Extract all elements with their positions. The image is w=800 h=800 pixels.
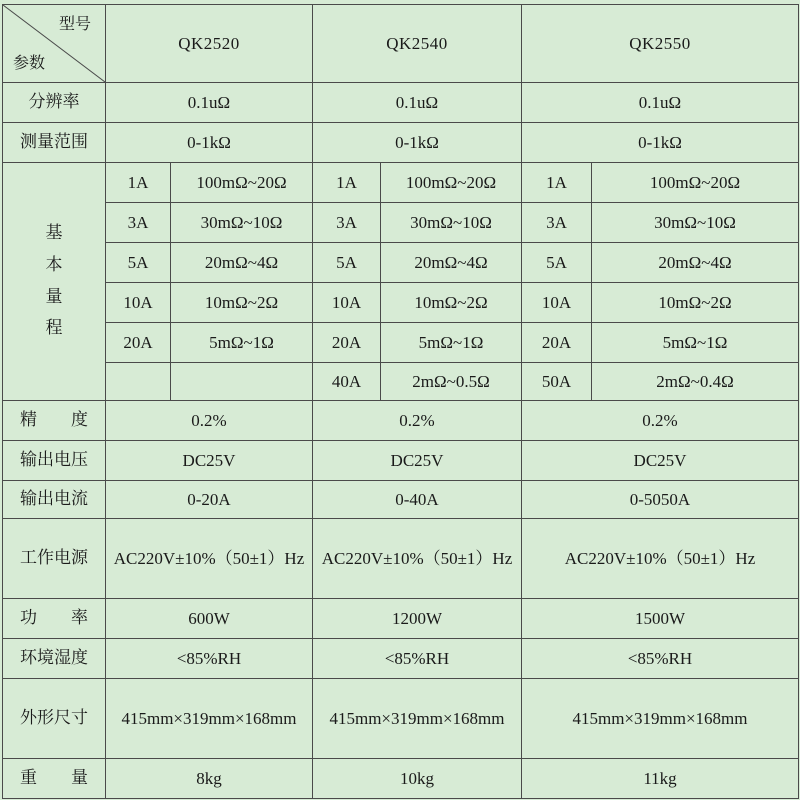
value-output-current-2: 0-40A — [313, 481, 522, 519]
range-cell: 20mΩ~4Ω — [171, 243, 313, 283]
current-cell: 3A — [106, 203, 171, 243]
current-cell: 1A — [106, 163, 171, 203]
current-cell: 10A — [313, 283, 381, 323]
value-power-supply-1: AC220V±10%（50±1）Hz — [106, 519, 313, 599]
range-cell: 10mΩ~2Ω — [592, 283, 799, 323]
row-humidity — [3, 639, 799, 679]
label-basic-range — [3, 163, 106, 401]
model-header-1: QK2520 — [106, 5, 313, 83]
row-output-current — [3, 481, 799, 519]
range-cell: 10mΩ~2Ω — [381, 283, 522, 323]
label-dimensions: 外形尺寸 — [3, 679, 106, 759]
row-output-voltage — [3, 441, 799, 481]
label-accuracy-char: 度 — [71, 409, 88, 430]
current-cell: 1A — [313, 163, 381, 203]
label-basic-range-char: 本 — [45, 254, 63, 275]
range-cell: 100mΩ~20Ω — [381, 163, 522, 203]
label-power-char: 功 — [20, 607, 37, 628]
range-cell: 100mΩ~20Ω — [171, 163, 313, 203]
label-power — [3, 599, 106, 639]
value-humidity-3: <85%RH — [522, 639, 799, 679]
current-cell: 10A — [106, 283, 171, 323]
value-output-voltage-3: DC25V — [522, 441, 799, 481]
value-accuracy-3: 0.2% — [522, 401, 799, 441]
range-cell: 2mΩ~0.5Ω — [381, 363, 522, 401]
model-header-3: QK2550 — [522, 5, 799, 83]
label-basic-range-char: 基 — [45, 223, 63, 244]
current-cell: 5A — [522, 243, 592, 283]
value-accuracy-1: 0.2% — [106, 401, 313, 441]
value-resolution-3: 0.1uΩ — [522, 83, 799, 123]
row-power-supply — [3, 519, 799, 599]
value-weight-2: 10kg — [313, 759, 522, 799]
range-cell: 30mΩ~10Ω — [592, 203, 799, 243]
row-basic-range — [3, 243, 799, 283]
label-power-supply: 工作电源 — [3, 519, 106, 599]
current-cell: 3A — [522, 203, 592, 243]
row-dimensions — [3, 679, 799, 759]
row-power — [3, 599, 799, 639]
value-output-current-3: 0-5050A — [522, 481, 799, 519]
current-cell — [106, 363, 171, 401]
range-cell: 10mΩ~2Ω — [171, 283, 313, 323]
row-basic-range — [3, 283, 799, 323]
value-humidity-1: <85%RH — [106, 639, 313, 679]
value-output-current-1: 0-20A — [106, 481, 313, 519]
label-weight-char: 量 — [71, 767, 88, 788]
range-cell — [171, 363, 313, 401]
current-cell: 10A — [522, 283, 592, 323]
value-power-1: 600W — [106, 599, 313, 639]
value-resolution-2: 0.1uΩ — [313, 83, 522, 123]
value-humidity-2: <85%RH — [313, 639, 522, 679]
label-weight — [3, 759, 106, 799]
value-dimensions-1: 415mm×319mm×168mm — [106, 679, 313, 759]
current-cell: 20A — [106, 323, 171, 363]
range-cell: 20mΩ~4Ω — [592, 243, 799, 283]
row-basic-range — [3, 323, 799, 363]
current-cell: 5A — [313, 243, 381, 283]
corner-cell — [3, 5, 106, 83]
value-dimensions-2: 415mm×319mm×168mm — [313, 679, 522, 759]
label-accuracy-char: 精 — [20, 409, 37, 430]
range-cell: 5mΩ~1Ω — [592, 323, 799, 363]
label-resolution: 分辨率 — [3, 83, 106, 123]
label-measure-range: 测量范围 — [3, 123, 106, 163]
row-basic-range — [3, 363, 799, 401]
label-power-char: 率 — [71, 607, 88, 628]
value-measure-range-2: 0-1kΩ — [313, 123, 522, 163]
current-cell: 3A — [313, 203, 381, 243]
row-basic-range — [3, 163, 799, 203]
current-cell: 40A — [313, 363, 381, 401]
row-resolution — [3, 83, 799, 123]
value-weight-3: 11kg — [522, 759, 799, 799]
spec-table — [2, 4, 799, 799]
range-cell: 5mΩ~1Ω — [381, 323, 522, 363]
label-output-current: 输出电流 — [3, 481, 106, 519]
range-cell: 20mΩ~4Ω — [381, 243, 522, 283]
model-header-2: QK2540 — [313, 5, 522, 83]
label-weight-char: 重 — [20, 767, 37, 788]
label-basic-range-char: 程 — [45, 318, 63, 339]
value-weight-1: 8kg — [106, 759, 313, 799]
value-measure-range-1: 0-1kΩ — [106, 123, 313, 163]
current-cell: 20A — [522, 323, 592, 363]
current-cell: 1A — [522, 163, 592, 203]
range-cell: 5mΩ~1Ω — [171, 323, 313, 363]
value-power-2: 1200W — [313, 599, 522, 639]
range-cell: 2mΩ~0.4Ω — [592, 363, 799, 401]
label-humidity: 环境湿度 — [3, 639, 106, 679]
label-output-voltage: 输出电压 — [3, 441, 106, 481]
corner-param-label: 参数 — [13, 52, 46, 72]
corner-model-label: 型号 — [58, 14, 91, 33]
row-measure-range — [3, 123, 799, 163]
label-accuracy — [3, 401, 106, 441]
row-accuracy — [3, 401, 799, 441]
value-output-voltage-2: DC25V — [313, 441, 522, 481]
current-cell: 50A — [522, 363, 592, 401]
current-cell: 20A — [313, 323, 381, 363]
row-basic-range — [3, 203, 799, 243]
range-cell: 100mΩ~20Ω — [592, 163, 799, 203]
current-cell: 5A — [106, 243, 171, 283]
value-accuracy-2: 0.2% — [313, 401, 522, 441]
value-power-supply-2: AC220V±10%（50±1）Hz — [313, 519, 522, 599]
range-cell: 30mΩ~10Ω — [381, 203, 522, 243]
range-cell: 30mΩ~10Ω — [171, 203, 313, 243]
value-power-supply-3: AC220V±10%（50±1）Hz — [522, 519, 799, 599]
value-resolution-1: 0.1uΩ — [106, 83, 313, 123]
label-basic-range-char: 量 — [45, 286, 63, 307]
value-power-3: 1500W — [522, 599, 799, 639]
row-weight — [3, 759, 799, 799]
value-output-voltage-1: DC25V — [106, 441, 313, 481]
header-row — [3, 5, 799, 83]
value-dimensions-3: 415mm×319mm×168mm — [522, 679, 799, 759]
value-measure-range-3: 0-1kΩ — [522, 123, 799, 163]
